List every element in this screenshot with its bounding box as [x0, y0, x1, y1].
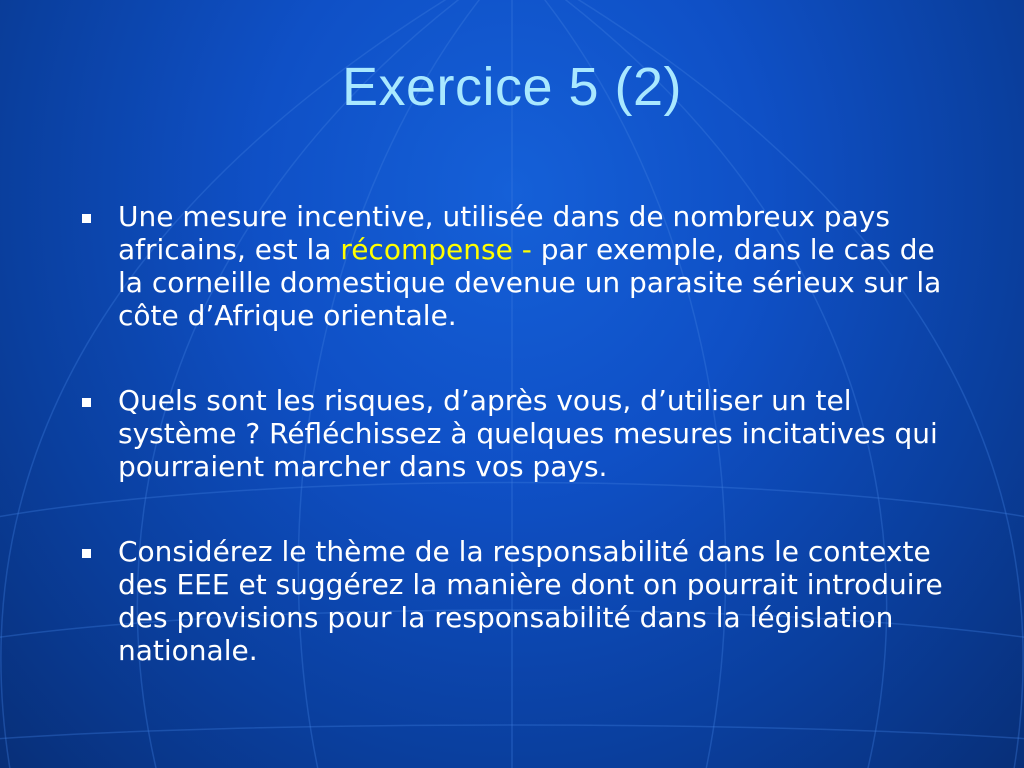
- bullet-text: Quels sont les risques, d’après vous, d’utiliser un tel système ? Réfléchissez à quelques mesures incitatives qui pourraient marcher dans vos pays.: [118, 384, 938, 483]
- square-bullet-icon: [82, 214, 91, 223]
- bullet-text: Considérez le thème de la responsabilité dans le contexte des EEE et suggérez la manière dont on pourrait introduire des provisions pour la responsabilité dans la législation nationale.: [118, 535, 943, 667]
- slide-title: Exercice 5 (2): [341, 57, 683, 117]
- square-bullet-icon: [82, 398, 91, 407]
- bullet-item: [82, 200, 962, 332]
- highlighted-term: récompense -: [340, 233, 532, 266]
- bullet-text: par exemple, dans le cas de la corneille domestique devenue un parasite sérieux sur la côte d’Afrique orientale.: [118, 233, 942, 332]
- bullet-list: [82, 200, 962, 667]
- bullet-text: Une mesure incentive, utilisée dans de nombreux pays africains, est la: [118, 200, 890, 266]
- square-bullet-icon: [82, 549, 91, 558]
- bullet-item: [82, 384, 962, 483]
- bullet-item: [82, 535, 962, 667]
